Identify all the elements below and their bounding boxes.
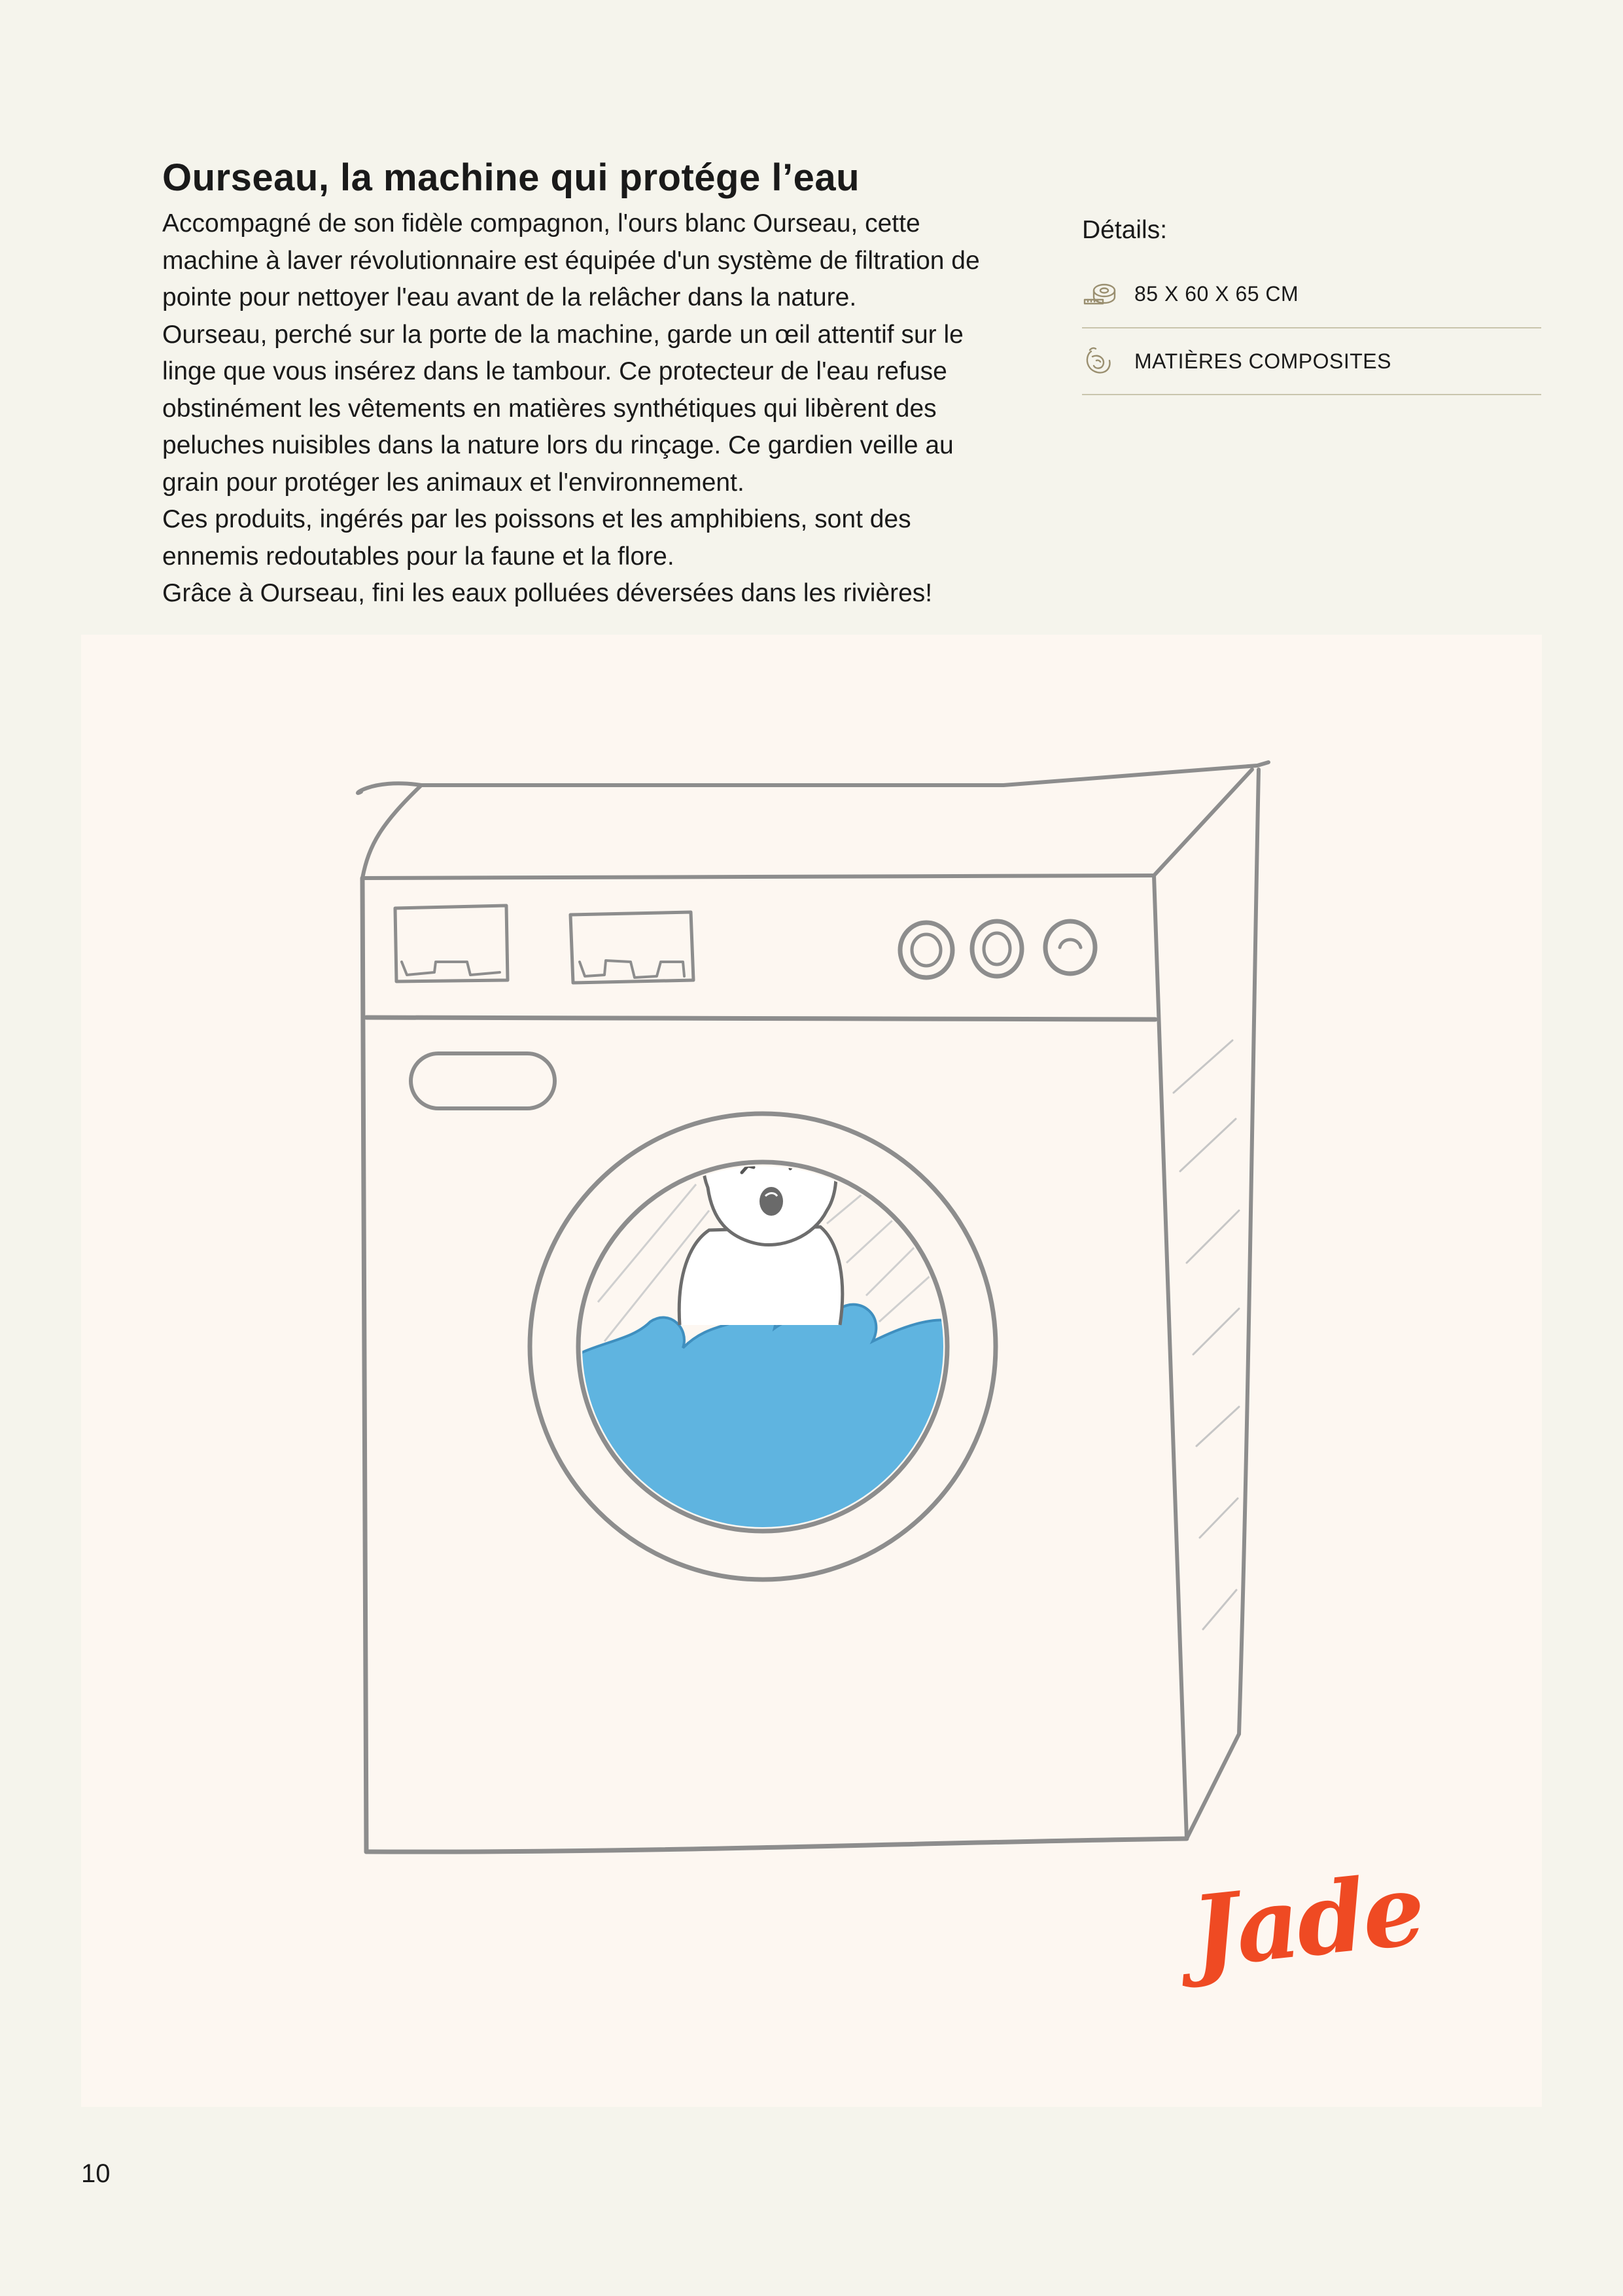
details-list <box>1082 260 1541 395</box>
tape-measure-icon <box>1082 277 1119 310</box>
detail-dimensions-label: 85 X 60 X 65 CM <box>1134 281 1299 306</box>
description-paragraph: Accompagné de son fidèle compagnon, l'ours blanc Ourseau, cette machine à laver révolutionnaire est équipée d'un système de filtration de pointe pour nettoyer l'eau avant de la relâcher dans la nature. <box>162 209 980 311</box>
detail-material <box>1082 328 1541 395</box>
description-paragraph: Ces produits, ingérés par les poissons et les amphibiens, sont des ennemis redoutables pour la faune et la flore. <box>162 505 911 571</box>
details-heading: Détails: <box>1082 216 1168 244</box>
description-paragraph: Grâce à Ourseau, fini les eaux polluées déversées dans les rivières! <box>162 579 933 607</box>
page-title: Ourseau, la machine qui protége l’eau <box>162 156 860 199</box>
description-paragraph: Ourseau, perché sur la porte de la machine, garde un œil attentif sur le linge que vous insérez dans le tambour. Ce protecteur de l'eau refuse obstinément les vêtements en matières synthétiques qui libèrent des peluches nuisibles dans la nature lors du rinçage. Ce gardien veille au grain pour protéger les animaux et l'environnement. <box>162 320 964 497</box>
artist-signature: Jade <box>1186 1852 1428 1990</box>
detail-material-label: MATIÈRES COMPOSITES <box>1134 349 1391 373</box>
detail-dimensions <box>1082 260 1541 328</box>
page-number: 10 <box>81 2159 111 2188</box>
material-icon <box>1082 345 1119 378</box>
description <box>162 205 1013 612</box>
